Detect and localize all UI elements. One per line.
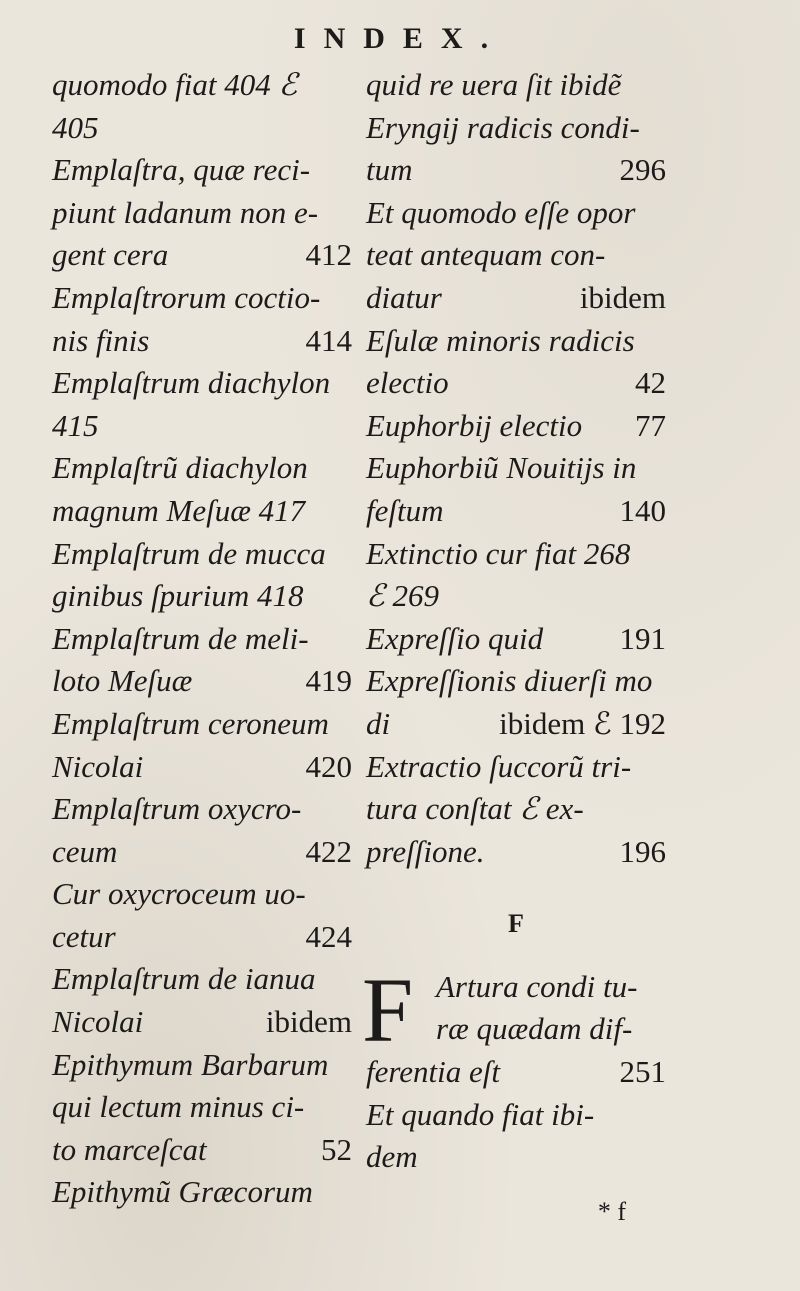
entry-text: to marceſcat (52, 1131, 207, 1167)
index-entry-line (366, 362, 666, 405)
page-reference: 77 (635, 407, 666, 443)
entry-text: cetur (52, 918, 116, 954)
index-entry-line (366, 788, 666, 831)
index-entry-line (52, 746, 352, 789)
entry-text: Euphorbij electio (366, 407, 583, 443)
index-entry-line (366, 533, 666, 576)
entry-text: quid re uera ſit ibidẽ (366, 67, 622, 102)
left-index-column (52, 64, 352, 1214)
entry-text: ℰ 269 (366, 578, 440, 614)
index-entry-line (52, 575, 352, 618)
right-index-column (362, 64, 666, 1233)
entry-text: Et quomodo eſſe opor (366, 194, 636, 230)
index-entry-line (52, 533, 352, 576)
index-entry-line (52, 447, 352, 490)
index-entry-line (366, 149, 666, 192)
index-entry-line (52, 1171, 352, 1214)
entry-text: Emplaſtrũ diachylon (52, 450, 308, 486)
entry-text: feſtum (366, 492, 444, 528)
entry-text: Emplaſtrorum coctio- (52, 279, 321, 315)
entry-text: Emplaſtrum diachylon (52, 365, 331, 401)
index-entry-line (52, 958, 352, 1001)
section-letter-heading: F (508, 909, 524, 939)
index-entry-line (366, 320, 666, 363)
index-entry-line (52, 1001, 352, 1044)
index-entry-line (366, 703, 666, 746)
f-section-entry (362, 958, 666, 1179)
entry-text: tura conſtat ℰ ex- (366, 791, 584, 827)
page-reference: 420 (305, 748, 352, 784)
entry-text: preſſione. (366, 833, 485, 869)
page-reference: ibidem (579, 279, 666, 315)
entry-text: Eſulæ minoris radicis (366, 322, 635, 358)
index-entry-line (52, 1129, 352, 1172)
index-entry-line (366, 966, 666, 1009)
index-entry-line (52, 234, 352, 277)
entry-text: ræ quædam dif- (436, 1011, 633, 1047)
drop-cap: F (362, 958, 414, 1061)
index-entry-line (366, 234, 666, 277)
index-entry-line (366, 64, 666, 107)
index-entry-line (52, 362, 352, 405)
index-entry-line (52, 618, 352, 661)
index-entry-line (366, 447, 666, 490)
entry-text: Emplaſtra, quæ reci- (52, 152, 311, 188)
entry-text: Emplaſtrum de mucca (52, 535, 326, 571)
entry-text: ceum (52, 833, 118, 869)
page-reference: ibidem (265, 1004, 352, 1040)
page-reference: 42 (635, 365, 666, 401)
entry-text: Epithymum Barbarum (52, 1046, 329, 1082)
index-entry-line (52, 660, 352, 703)
entry-text: Eryngij radicis condi- (366, 109, 640, 145)
entry-text: di (366, 705, 391, 741)
entry-text: quomodo fiat 404 ℰ (52, 67, 298, 102)
entry-text: ferentia eſt (366, 1054, 501, 1090)
index-entry-line (52, 703, 352, 746)
entry-text: electio (366, 365, 449, 401)
entry-text: Cur oxycroceum uo- (52, 876, 306, 912)
page-reference: ibidem ℰ 192 (499, 705, 666, 741)
entry-text: ginibus ſpurium 418 (52, 578, 304, 614)
page-reference: 422 (305, 833, 352, 869)
index-entry-line (52, 831, 352, 874)
index-entry-line (52, 405, 352, 448)
index-entry-line (52, 1044, 352, 1087)
entry-text: Epithymũ Græcorum (52, 1174, 313, 1210)
index-entry-line (52, 149, 352, 192)
entry-text: qui lectum minus ci- (52, 1089, 305, 1125)
entry-text: magnum Meſuæ 417 (52, 492, 306, 528)
index-entry-line (366, 1008, 666, 1051)
page-reference: 412 (305, 237, 352, 273)
entry-text: piunt ladanum non e- (52, 194, 319, 230)
entry-text: Nicolai (52, 1004, 144, 1040)
index-entry-line (366, 107, 666, 150)
entry-text: Emplaſtrum de meli- (52, 620, 309, 656)
index-entry-line (52, 64, 352, 107)
entry-text: Emplaſtrum oxycro- (52, 791, 302, 827)
index-entry-line (52, 192, 352, 235)
index-entry-line (366, 660, 666, 703)
entry-text: 405 (52, 109, 99, 145)
page-reference: 140 (619, 492, 666, 528)
entry-text: Extinctio cur fiat 268 (366, 535, 631, 571)
running-head: INDEX. (293, 22, 507, 55)
index-entry-line (366, 490, 666, 533)
index-entry-line (366, 746, 666, 789)
page-reference: 414 (305, 322, 352, 358)
index-entry-line (52, 873, 352, 916)
entry-text: gent cera (52, 237, 169, 273)
index-entry-line (366, 831, 666, 874)
index-entry-line (366, 277, 666, 320)
entry-text: tum (366, 152, 413, 188)
index-entry-line (52, 277, 352, 320)
page-reference: 419 (305, 663, 352, 699)
entry-text: dem (366, 1139, 418, 1175)
index-entry-line (366, 1051, 666, 1094)
index-entry-line (366, 1094, 666, 1137)
page-reference: 196 (619, 833, 666, 869)
page-reference: 251 (619, 1054, 666, 1090)
entry-text: Extractio ſuccorũ tri- (366, 748, 632, 784)
entry-text: diatur (366, 279, 442, 315)
entry-text: Et quando fiat ibi- (366, 1096, 595, 1132)
entry-text: Artura condi tu- (436, 968, 638, 1004)
index-entry-line (52, 916, 352, 959)
entry-text: nis finis (52, 322, 150, 358)
index-entry-line (52, 1086, 352, 1129)
entry-text: teat antequam con- (366, 237, 606, 273)
index-entry-line (366, 1136, 666, 1179)
page-reference: 424 (305, 918, 352, 954)
index-entry-line (366, 192, 666, 235)
page-reference: 296 (619, 152, 666, 188)
index-entry-line (52, 107, 352, 150)
entry-text: Expreſſio quid (366, 620, 544, 656)
catchword: * f (597, 1196, 626, 1226)
index-entry-line (366, 618, 666, 661)
page-reference: 52 (321, 1131, 352, 1167)
entry-text: Expreſſionis diuerſi mo (366, 663, 653, 699)
index-entry-line (52, 788, 352, 831)
index-entry-line (52, 490, 352, 533)
entry-text: loto Meſuæ (52, 663, 193, 699)
page-reference: 191 (619, 620, 666, 656)
index-entry-line (52, 320, 352, 363)
entry-text: Emplaſtrum de ianua (52, 961, 316, 997)
entry-text: Euphorbiũ Nouitijs in (366, 450, 637, 486)
index-entry-line (366, 405, 666, 448)
entry-text: Nicolai (52, 748, 144, 784)
index-entry-line (366, 575, 666, 618)
entry-text: 415 (52, 407, 99, 443)
entry-text: Emplaſtrum ceroneum (52, 705, 329, 741)
